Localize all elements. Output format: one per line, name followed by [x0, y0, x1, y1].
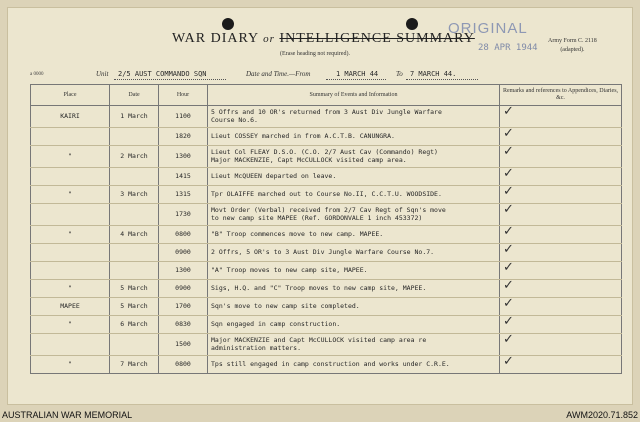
summary-line: Tpr OLAIFFE marched out to Course No.II, C.C.T.U. WOODSIDE. — [211, 189, 442, 198]
unit-label: Unit — [96, 70, 109, 78]
hour-cell: 1315 — [159, 186, 208, 204]
summary-cell — [208, 204, 500, 226]
hour-cell: 1415 — [159, 168, 208, 186]
place-cell — [31, 204, 110, 226]
punch-hole-left — [222, 18, 234, 30]
hour-cell: 1730 — [159, 204, 208, 226]
hour-cell: 1100 — [159, 106, 208, 128]
place-cell: " — [31, 356, 110, 374]
title-or: or — [263, 33, 275, 45]
original-stamp: ORIGINAL — [448, 20, 528, 37]
col-hour: Hour — [159, 85, 208, 106]
hour-cell: 1700 — [159, 298, 208, 316]
summary-cell — [208, 106, 500, 128]
checked-tick-mark: ✓ — [503, 167, 514, 180]
checked-tick-mark: ✓ — [503, 185, 514, 198]
from-date-value: 1 MARCH 44 — [336, 70, 379, 78]
hour-cell: 0900 — [159, 244, 208, 262]
table-row — [31, 334, 622, 356]
summary-line: 2 Offrs, 5 OR's to 3 Aust Div Jungle Warfare Course No.7. — [211, 247, 435, 256]
table-row — [31, 244, 622, 262]
table-row — [31, 356, 622, 374]
summary-line: Major MACKENZIE and Capt McCULLOCK visited camp area re — [211, 336, 427, 344]
place-cell: " — [31, 226, 110, 244]
summary-line: Course No.6. — [211, 115, 258, 124]
date-cell — [110, 204, 159, 226]
summary-line: "B" Troop commences move to new camp. MAPEE. — [211, 229, 384, 238]
table-row — [31, 168, 622, 186]
date-cell: 5 March — [110, 298, 159, 316]
hour-cell: 1500 — [159, 334, 208, 356]
hour-cell: 1300 — [159, 146, 208, 168]
col-summary: Summary of Events and Information — [208, 85, 500, 106]
form-code-note: a 0000 — [30, 72, 44, 77]
summary-cell — [208, 316, 500, 334]
table-row — [31, 128, 622, 146]
remarks-cell — [500, 106, 622, 128]
checked-tick-mark: ✓ — [503, 105, 514, 118]
remarks-cell — [500, 146, 622, 168]
diary-table — [30, 84, 622, 374]
unit-underline — [114, 79, 226, 80]
col-place: Place — [31, 85, 110, 106]
summary-cell — [208, 226, 500, 244]
table-row — [31, 280, 622, 298]
summary-cell — [208, 334, 500, 356]
date-cell: 6 March — [110, 316, 159, 334]
place-cell — [31, 262, 110, 280]
footer-institution: AUSTRALIAN WAR MEMORIAL — [2, 410, 133, 420]
summary-cell — [208, 146, 500, 168]
summary-line: "A" Troop moves to new camp site, MAPEE. — [211, 265, 368, 274]
summary-line: to new camp site MAPEE (Ref. GORDONVALE 1 inch 453372) — [211, 213, 423, 222]
table-row — [31, 204, 622, 226]
to-underline — [406, 79, 478, 80]
remarks-cell — [500, 316, 622, 334]
army-form-number: Army Form C. 2118 — [548, 38, 597, 44]
table-row — [31, 146, 622, 168]
footer-accession-number: AWM2020.71.852 — [566, 410, 638, 420]
date-cell — [110, 128, 159, 146]
date-cell: 1 March — [110, 106, 159, 128]
col-remarks: Remarks and references to Appendices, Diaries, &c. — [500, 85, 622, 106]
hour-cell: 1300 — [159, 262, 208, 280]
checked-tick-mark: ✓ — [503, 315, 514, 328]
date-cell — [110, 244, 159, 262]
army-form-note: (adapted). — [560, 47, 585, 53]
summary-line: Sigs, H.Q. and "C" Troop moves to new camp site, MAPEE. — [211, 283, 427, 292]
hour-cell: 1820 — [159, 128, 208, 146]
date-cell: 5 March — [110, 280, 159, 298]
checked-tick-mark: ✓ — [503, 127, 514, 140]
summary-cell — [208, 280, 500, 298]
summary-cell — [208, 356, 500, 374]
to-label: To — [396, 70, 403, 78]
summary-line: 5 Offrs and 10 OR's returned from 3 Aust Div Jungle Warfare — [211, 108, 442, 116]
place-cell: " — [31, 146, 110, 168]
date-cell — [110, 334, 159, 356]
table-row — [31, 226, 622, 244]
summary-cell — [208, 168, 500, 186]
checked-tick-mark: ✓ — [503, 297, 514, 310]
date-cell: 4 March — [110, 226, 159, 244]
summary-line: administration matters. — [211, 343, 302, 352]
remarks-cell — [500, 204, 622, 226]
date-cell — [110, 168, 159, 186]
summary-cell — [208, 244, 500, 262]
table-row — [31, 262, 622, 280]
summary-line: Major MACKENZIE, Capt McCULLOCK visited camp area. — [211, 155, 407, 164]
summary-line: Lieut COSSEY marched in from A.C.T.B. CANUNGRA. — [211, 131, 395, 140]
place-cell: " — [31, 316, 110, 334]
summary-line: Lieut McQUEEN departed on leave. — [211, 171, 337, 180]
date-cell: 2 March — [110, 146, 159, 168]
remarks-cell — [500, 262, 622, 280]
summary-cell — [208, 298, 500, 316]
remarks-cell — [500, 298, 622, 316]
title-war-diary: WAR DIARY — [172, 31, 259, 46]
place-cell: MAPEE — [31, 298, 110, 316]
erase-note: (Erase heading not required). — [280, 51, 350, 57]
place-cell — [31, 168, 110, 186]
date-stamp: 28 APR 1944 — [478, 43, 538, 53]
remarks-cell — [500, 128, 622, 146]
checked-tick-mark: ✓ — [503, 333, 514, 346]
hour-cell: 0800 — [159, 356, 208, 374]
checked-tick-mark: ✓ — [503, 279, 514, 292]
unit-value: 2/5 AUST COMMANDO SQN — [118, 70, 207, 78]
col-date: Date — [110, 85, 159, 106]
title-struck-heading: INTELLIGENCE SUMMARY — [279, 31, 475, 46]
table-row — [31, 186, 622, 204]
date-cell: 3 March — [110, 186, 159, 204]
remarks-cell — [500, 244, 622, 262]
army-form-label — [548, 37, 597, 55]
place-cell: " — [31, 186, 110, 204]
summary-cell — [208, 262, 500, 280]
checked-tick-mark: ✓ — [503, 355, 514, 368]
summary-line: Lieut Col FLEAY D.S.O. (C.O. 2/7 Aust Cav (Commando) Regt) — [211, 148, 438, 156]
checked-tick-mark: ✓ — [503, 261, 514, 274]
summary-line: Sqn's move to new camp site completed. — [211, 301, 360, 310]
punch-hole-right — [406, 18, 418, 30]
remarks-cell — [500, 168, 622, 186]
summary-line: Tps still engaged in camp construction and works under C.R.E. — [211, 359, 450, 368]
summary-cell — [208, 128, 500, 146]
summary-line: Sqn engaged in camp construction. — [211, 319, 341, 328]
remarks-cell — [500, 334, 622, 356]
place-cell — [31, 334, 110, 356]
hour-cell: 0800 — [159, 226, 208, 244]
checked-tick-mark: ✓ — [503, 243, 514, 256]
place-cell — [31, 128, 110, 146]
document-title — [172, 31, 475, 47]
remarks-cell — [500, 186, 622, 204]
table-row — [31, 316, 622, 334]
table-row — [31, 298, 622, 316]
hour-cell: 0900 — [159, 280, 208, 298]
footer-bar — [0, 408, 640, 422]
place-cell — [31, 244, 110, 262]
checked-tick-mark: ✓ — [503, 203, 514, 216]
checked-tick-mark: ✓ — [503, 145, 514, 158]
table-header-row — [31, 85, 622, 106]
date-cell — [110, 262, 159, 280]
remarks-cell — [500, 226, 622, 244]
remarks-cell — [500, 280, 622, 298]
place-cell: " — [31, 280, 110, 298]
date-time-label: Date and Time.—From — [246, 70, 311, 78]
date-cell: 7 March — [110, 356, 159, 374]
hour-cell: 0830 — [159, 316, 208, 334]
table-row — [31, 106, 622, 128]
diary-rows — [31, 106, 622, 374]
summary-cell — [208, 186, 500, 204]
place-cell: KAIRI — [31, 106, 110, 128]
checked-tick-mark: ✓ — [503, 225, 514, 238]
remarks-cell — [500, 356, 622, 374]
from-underline — [326, 79, 386, 80]
to-date-value: 7 MARCH 44. — [410, 70, 457, 78]
summary-line: Movt Order (Verbal) received from 2/7 Cav Regt of Sqn's move — [211, 206, 446, 214]
